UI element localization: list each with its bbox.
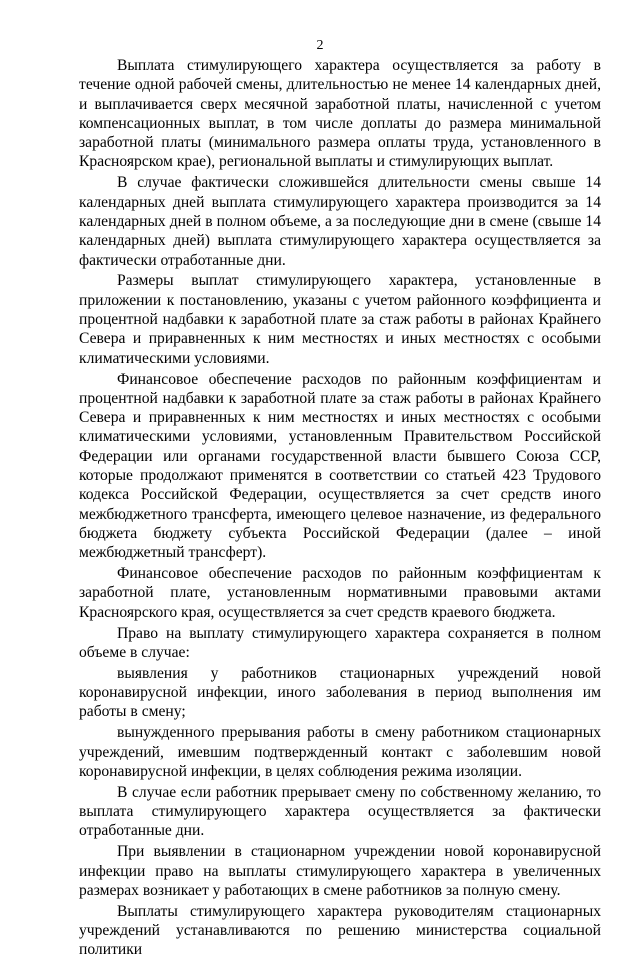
paragraph-shift-over-14-days: В случае фактически сложившейся длительности смены свыше 14 календарных дней выплата стимулирующего характера производится за 14 календарных дней в полном объеме, а за последующие дни в смене (свыше 14 календарных дней) выплата стимулирующего характера осуществляется за фактически отработанные дни.: [79, 174, 601, 269]
paragraph-regional-funding: Финансовое обеспечение расходов по районным коэффициентам к заработной плате, установленным нормативными правовыми актами Красноярского края, осуществляется за счет средств краевого бюджета.: [79, 565, 601, 621]
paragraph-managers-payment: Выплаты стимулирующего характера руководителям стационарных учреждений устанавливаются по решению министерства социальной политики: [79, 902, 601, 959]
paragraph-case-infection-detected: выявления у работников стационарных учреждений новой коронавирусной инфекции, иного заболевания в период выполнения им работы в смену;: [79, 664, 601, 721]
paragraph-right-retained: Право на выплату стимулирующего характера сохраняется в полном объеме в случае:: [79, 624, 601, 661]
paragraph-federal-funding: Финансовое обеспечение расходов по районным коэффициентам и процентной надбавки к заработной плате за стаж работы в районах Крайнего Севера и приравненных к ним местностях и иных местностях с особыми климатическими условиями, установленным Правительством Российской Федерации или органами государственной власти бывшего Союза ССР, которые продолжают применятся в соответствии со статьей 423 Трудового кодекса Российской Федерации, осуществляется за счет средств иного межбюджетного трансферта, имеющего целевое назначение, из федерального бюджета бюджету субъекта Российской Федерации (далее – иной межбюджетный трансферт).: [79, 370, 601, 562]
paragraph-full-shift-payment: При выявлении в стационарном учреждении новой коронавирусной инфекции право на выплаты стимулирующего характера в увеличенных размерах возникает у работающих в смене работников за полную смену.: [79, 843, 601, 899]
document-body: [79, 56, 601, 960]
paragraph-shift-payment-terms: Выплата стимулирующего характера осуществляется за работу в течение одной рабочей смены, длительностью не менее 14 календарных дней, и выплачивается сверх месячной заработной платы, начисленной с учетом компенсационных выплат, в том числе доплаты до размера минимальной заработной платы (минимального размера оплаты труда, установленного в Красноярском крае), региональной выплаты и стимулирующих выплат.: [79, 57, 601, 171]
page-number: 2: [316, 38, 324, 53]
paragraph-voluntary-interruption: В случае если работник прерывает смену по собственному желанию, то выплата стимулирующего характера осуществляется за фактически отработанные дни.: [79, 783, 601, 840]
paragraph-payment-amounts: Размеры выплат стимулирующего характера, установленные в приложении к постановлению, указаны с учетом районного коэффициента и процентной надбавки к заработной плате за стаж работы в районах Крайнего Севера и приравненных к ним местностях и иных местностях с особыми климатическими условиями.: [79, 272, 601, 367]
paragraph-case-forced-interruption: вынужденного прерывания работы в смену работником стационарных учреждений, имевшим подтвержденный контакт с заболевшим новой коронавирусной инфекции, в целях соблюдения режима изоляции.: [79, 724, 601, 780]
